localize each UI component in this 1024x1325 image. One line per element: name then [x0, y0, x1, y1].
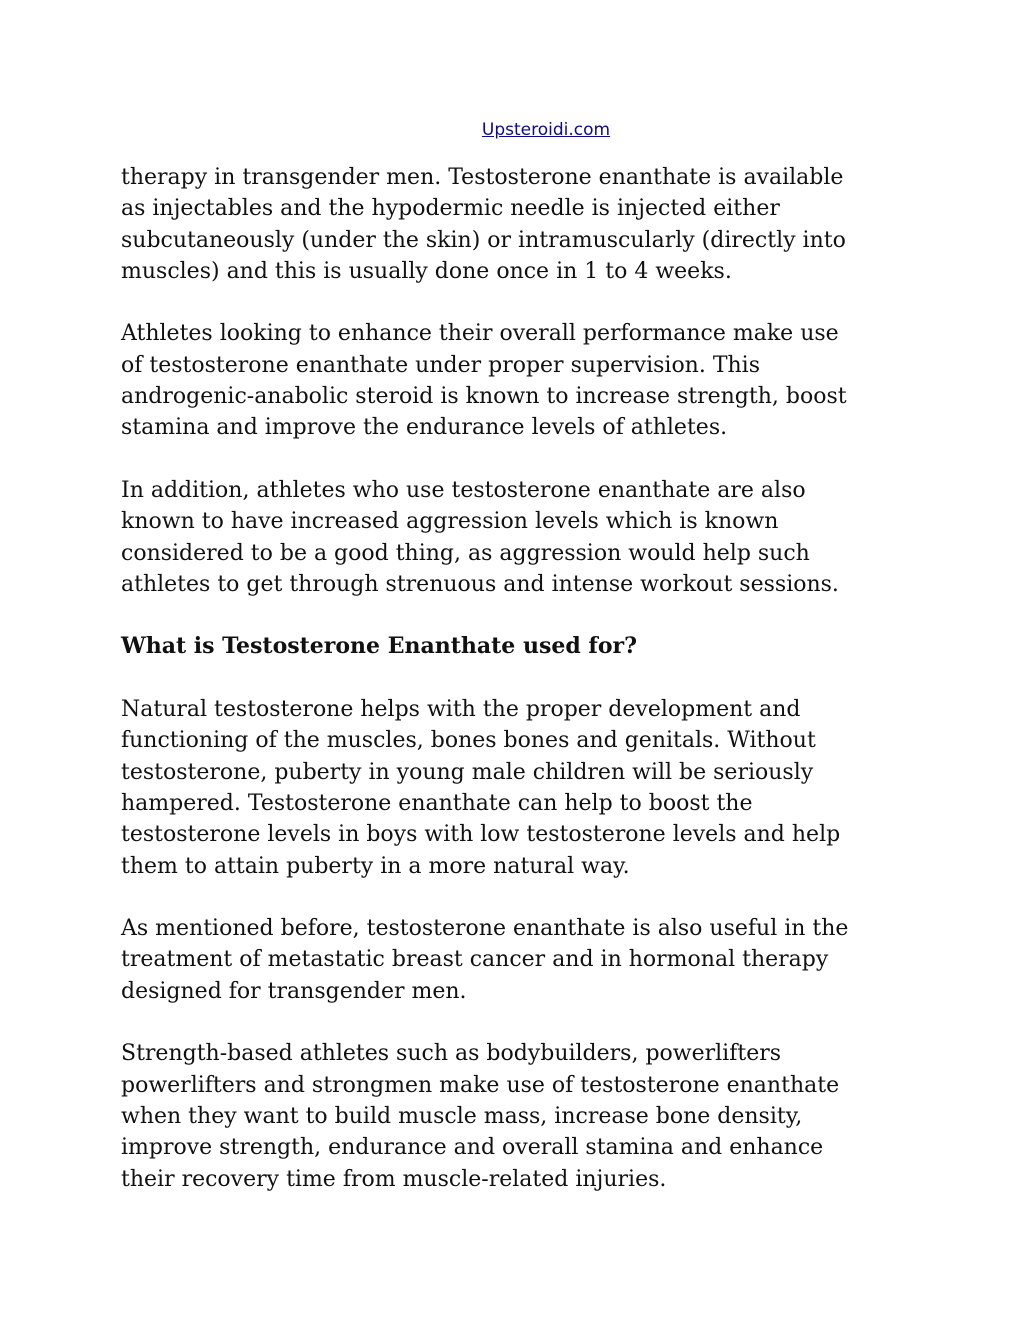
paragraph-medical-uses: As mentioned before, testosterone enanthate is also useful in the treatment of metastatic breast cancer and in hormonal therapy designed for transgender men. — [121, 916, 849, 1004]
section-heading: What is Testosterone Enanthate used for? — [121, 633, 637, 660]
paragraph-natural-testosterone: Natural testosterone helps with the proper development and functioning of the muscles, bones bones and genitals. Without testosterone, puberty in young male children will be seriously hampered. Testosterone enanthate can help to boost the testosterone levels in boys with low testosterone levels and help them to attain puberty in a more natural way. — [121, 697, 841, 879]
paragraph-strength-athletes: Strength-based athletes such as bodybuilders, powerlifters powerlifters and strongmen make use of testosterone enanthate when they want to build muscle mass, increase bone density, improve strength, endurance and overall stamina and enhance their recovery time from muscle-related injuries. — [121, 1041, 840, 1192]
document-body — [121, 162, 911, 1226]
paragraph-athletes-performance: Athletes looking to enhance their overall performance make use of testosterone enanthate under proper supervision. This androgenic-anabolic steroid is known to increase strength, boost stamina and improve the endurance levels of athletes. — [121, 321, 847, 441]
site-link[interactable]: Upsteroidi.com — [481, 120, 611, 140]
paragraph-aggression: In addition, athletes who use testosterone enanthate are also known to have increased aggression levels which is known considered to be a good thing, as aggression would help such athletes to get through strenuous and intense workout sessions. — [121, 477, 839, 597]
paragraph-therapy: therapy in transgender men. Testosterone enanthate is available as injectables and the hypodermic needle is injected either subcutaneously (under the skin) or intramuscularly (directly into muscles) and this is usually done once in 1 to 4 weeks. — [121, 165, 846, 284]
